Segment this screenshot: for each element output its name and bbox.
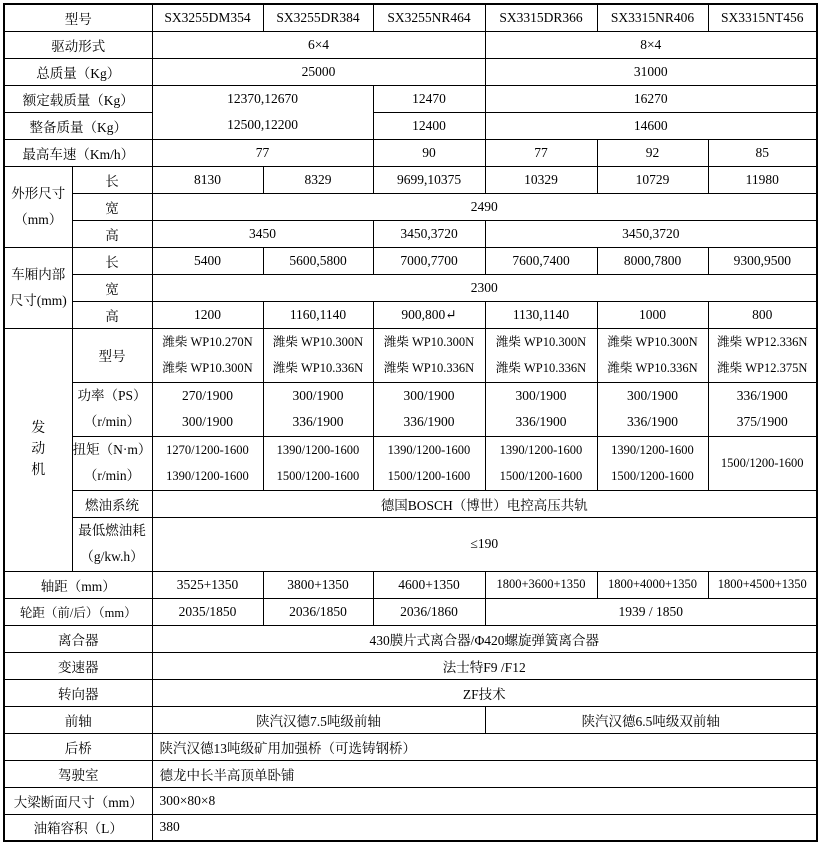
label-steering: 转向器 <box>4 679 152 706</box>
cargo-height-4: 1130,1140 <box>485 301 597 328</box>
ext-length-5: 10729 <box>597 166 708 193</box>
frame-value: 300×80×8 <box>152 787 817 814</box>
row-cargo-length <box>4 247 817 274</box>
row-engine-torque <box>4 436 817 490</box>
row-max-speed <box>4 139 817 166</box>
engine-model-1: 潍柴 WP10.270N 潍柴 WP10.300N <box>152 328 263 382</box>
cargo-length-5: 8000,7800 <box>597 247 708 274</box>
drive-6x4: 6×4 <box>152 31 485 58</box>
cargo-length-3: 7000,7700 <box>373 247 485 274</box>
fuel-system-value: 德国BOSCH（博世）电控高压共轨 <box>152 490 817 517</box>
row-engine-model <box>4 328 817 382</box>
front-axle-left: 陕汽汉德7.5吨级前轴 <box>152 706 485 733</box>
label-track: 轮距（前/后）（mm） <box>4 598 152 625</box>
rear-axle-value: 陕汽汉德13吨级矿用加强桥（可选铸钢桥） <box>152 733 817 760</box>
engine-power-1: 270/1900 300/1900 <box>152 382 263 436</box>
row-min-fuel <box>4 517 817 571</box>
label-cargo-dims: 车厢内部 尺寸(mm) <box>4 247 72 328</box>
engine-model-3: 潍柴 WP10.300N 潍柴 WP10.336N <box>373 328 485 382</box>
label-rear-axle: 后桥 <box>4 733 152 760</box>
engine-power-4: 300/1900 336/1900 <box>485 382 597 436</box>
max-speed-4: 77 <box>485 139 597 166</box>
label-fuel-tank: 油箱容积（L） <box>4 814 152 841</box>
engine-torque-6: 1500/1200-1600 <box>708 436 817 490</box>
label-ext-width: 宽 <box>72 193 152 220</box>
gross-mass-right: 31000 <box>485 58 817 85</box>
engine-model-2: 潍柴 WP10.300N 潍柴 WP10.336N <box>263 328 373 382</box>
row-fuel-tank <box>4 814 817 841</box>
engine-torque-4: 1390/1200-1600 1500/1200-1600 <box>485 436 597 490</box>
cab-value: 德龙中长半高顶单卧铺 <box>152 760 817 787</box>
curb-mass-456: 14600 <box>485 112 817 139</box>
engine-model-4: 潍柴 WP10.300N 潍柴 WP10.336N <box>485 328 597 382</box>
row-cargo-height <box>4 301 817 328</box>
track-456: 1939 / 1850 <box>485 598 817 625</box>
label-gearbox: 变速器 <box>4 652 152 679</box>
cargo-width-all: 2300 <box>152 274 817 301</box>
row-rated-load <box>4 85 817 112</box>
engine-power-3: 300/1900 336/1900 <box>373 382 485 436</box>
fuel-tank-value: 380 <box>152 814 817 841</box>
track-3: 2036/1860 <box>373 598 485 625</box>
engine-power-6: 336/1900 375/1900 <box>708 382 817 436</box>
engine-power-2: 300/1900 336/1900 <box>263 382 373 436</box>
curb-mass-3: 12400 <box>373 112 485 139</box>
row-drive <box>4 31 817 58</box>
max-speed-5: 92 <box>597 139 708 166</box>
ext-length-6: 11980 <box>708 166 817 193</box>
row-clutch <box>4 625 817 652</box>
label-engine-model: 型号 <box>72 328 152 382</box>
label-drive: 驱动形式 <box>4 31 152 58</box>
label-fuel-system: 燃油系统 <box>72 490 152 517</box>
engine-power-5: 300/1900 336/1900 <box>597 382 708 436</box>
wheelbase-1: 3525+1350 <box>152 571 263 598</box>
drive-8x4: 8×4 <box>485 31 817 58</box>
rated-curb-merged <box>152 85 373 139</box>
label-cab: 驾驶室 <box>4 760 152 787</box>
row-gearbox <box>4 652 817 679</box>
ext-width-all: 2490 <box>152 193 817 220</box>
label-engine-power: 功率（PS） （r/min） <box>72 382 152 436</box>
rated-load-3: 12470 <box>373 85 485 112</box>
max-speed-12: 77 <box>152 139 373 166</box>
label-gross-mass: 总质量（Kg） <box>4 58 152 85</box>
clutch-value: 430膜片式离合器/Φ420螺旋弹簧离合器 <box>152 625 817 652</box>
label-min-fuel: 最低燃油耗 （g/kw.h） <box>72 517 152 571</box>
label-cargo-width: 宽 <box>72 274 152 301</box>
row-front-axle <box>4 706 817 733</box>
row-model <box>4 4 817 31</box>
engine-model-6: 潍柴 WP12.336N 潍柴 WP12.375N <box>708 328 817 382</box>
row-gross-mass <box>4 58 817 85</box>
label-curb-mass: 整备质量（Kg） <box>4 112 152 139</box>
model-name-5: SX3315NR406 <box>597 4 708 31</box>
track-2: 2036/1850 <box>263 598 373 625</box>
steering-value: ZF技术 <box>152 679 817 706</box>
row-cab <box>4 760 817 787</box>
cargo-length-1: 5400 <box>152 247 263 274</box>
label-front-axle: 前轴 <box>4 706 152 733</box>
min-fuel-value: ≤190 <box>152 517 817 571</box>
ext-length-2: 8329 <box>263 166 373 193</box>
cargo-height-3: 900,800↵ <box>373 301 485 328</box>
cargo-length-4: 7600,7400 <box>485 247 597 274</box>
row-fuel-system <box>4 490 817 517</box>
rated-load-12: 12370,12670 <box>227 91 298 106</box>
row-rear-axle <box>4 733 817 760</box>
row-engine-power <box>4 382 817 436</box>
label-ext-height: 高 <box>72 220 152 247</box>
label-wheelbase: 轴距（mm） <box>4 571 152 598</box>
cargo-height-2: 1160,1140 <box>263 301 373 328</box>
cargo-length-6: 9300,9500 <box>708 247 817 274</box>
engine-vertical-label: 发动机 <box>31 421 46 478</box>
model-name-2: SX3255DR384 <box>263 4 373 31</box>
ext-length-1: 8130 <box>152 166 263 193</box>
label-engine-torque: 扭矩（N·m） （r/min） <box>72 436 152 490</box>
label-cargo-height: 高 <box>72 301 152 328</box>
curb-mass-12: 12500,12200 <box>227 117 298 132</box>
label-max-speed: 最高车速（Km/h） <box>4 139 152 166</box>
model-name-3: SX3255NR464 <box>373 4 485 31</box>
cargo-height-6: 800 <box>708 301 817 328</box>
wheelbase-2: 3800+1350 <box>263 571 373 598</box>
model-name-6: SX3315NT456 <box>708 4 817 31</box>
label-ext-dims: 外形尺寸 （mm） <box>4 166 72 247</box>
row-track <box>4 598 817 625</box>
max-speed-3: 90 <box>373 139 485 166</box>
row-steering <box>4 679 817 706</box>
label-model: 型号 <box>4 4 152 31</box>
cargo-height-1: 1200 <box>152 301 263 328</box>
wheelbase-6: 1800+4500+1350 <box>708 571 817 598</box>
max-speed-6: 85 <box>708 139 817 166</box>
label-cargo-length: 长 <box>72 247 152 274</box>
row-ext-height <box>4 220 817 247</box>
engine-torque-5: 1390/1200-1600 1500/1200-1600 <box>597 436 708 490</box>
wheelbase-3: 4600+1350 <box>373 571 485 598</box>
row-ext-width <box>4 193 817 220</box>
gross-mass-left: 25000 <box>152 58 485 85</box>
model-name-1: SX3255DM354 <box>152 4 263 31</box>
label-clutch: 离合器 <box>4 625 152 652</box>
cargo-height-5: 1000 <box>597 301 708 328</box>
row-ext-length <box>4 166 817 193</box>
front-axle-right: 陕汽汉德6.5吨级双前轴 <box>485 706 817 733</box>
wheelbase-5: 1800+4000+1350 <box>597 571 708 598</box>
ext-length-3: 9699,10375 <box>373 166 485 193</box>
label-ext-length: 长 <box>72 166 152 193</box>
ext-length-4: 10329 <box>485 166 597 193</box>
row-cargo-width <box>4 274 817 301</box>
cargo-length-2: 5600,5800 <box>263 247 373 274</box>
row-frame <box>4 787 817 814</box>
label-frame: 大梁断面尺寸（mm） <box>4 787 152 814</box>
gearbox-value: 法士特F9 /F12 <box>152 652 817 679</box>
label-rated-load: 额定载质量（Kg） <box>4 85 152 112</box>
engine-torque-2: 1390/1200-1600 1500/1200-1600 <box>263 436 373 490</box>
ext-height-12: 3450 <box>152 220 373 247</box>
label-engine <box>4 328 72 571</box>
wheelbase-4: 1800+3600+1350 <box>485 571 597 598</box>
engine-model-5: 潍柴 WP10.300N 潍柴 WP10.336N <box>597 328 708 382</box>
row-curb-mass <box>4 112 817 139</box>
row-wheelbase <box>4 571 817 598</box>
model-name-4: SX3315DR366 <box>485 4 597 31</box>
engine-torque-3: 1390/1200-1600 1500/1200-1600 <box>373 436 485 490</box>
ext-height-456: 3450,3720 <box>485 220 817 247</box>
ext-height-3: 3450,3720 <box>373 220 485 247</box>
track-1: 2035/1850 <box>152 598 263 625</box>
engine-torque-1: 1270/1200-1600 1390/1200-1600 <box>152 436 263 490</box>
rated-load-456: 16270 <box>485 85 817 112</box>
spec-table <box>3 3 818 842</box>
spec-sheet <box>3 3 818 842</box>
